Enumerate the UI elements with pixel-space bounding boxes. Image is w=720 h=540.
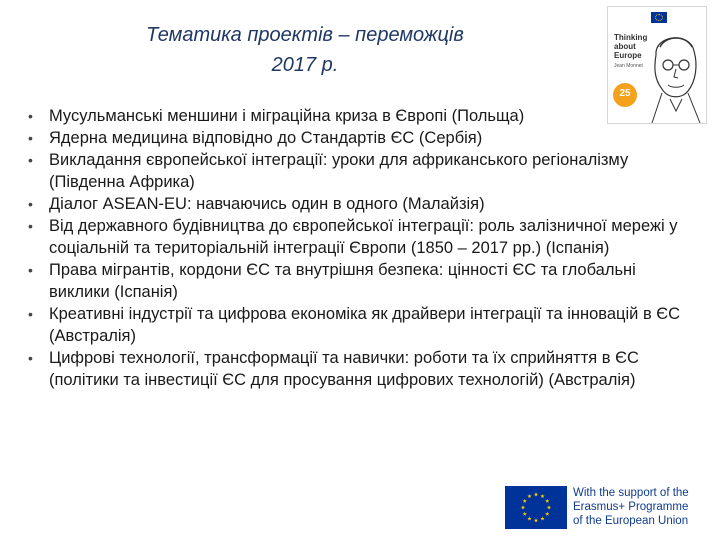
list-item [28,105,698,127]
list-item [28,303,698,347]
list-item [28,259,698,303]
erasmus-text-line-2: Erasmus+ Programme [573,501,689,513]
poster-subtitle: Jean Monnet [614,63,643,69]
bullet-icon: • [28,262,33,278]
poster-title: Thinking about Europe [614,33,648,60]
poster-anniversary-badge: 25 [613,83,637,107]
bullet-icon: • [28,218,33,234]
slide-title-line-2: 2017 р. [271,54,339,76]
list-item-text: Викладання європейської інтеграції: уроки для африканського регіоналізму (Південна Африка) [49,151,629,191]
list-item [28,193,698,215]
poster-eu-flag-icon [651,12,667,23]
slide-title-line-1: Тематика проектів – переможців [146,24,464,46]
bullet-icon: • [28,108,33,124]
bullet-icon: • [28,130,33,146]
list-item [28,149,698,193]
project-topics-list [28,105,698,391]
erasmus-support-text [573,486,713,528]
list-item-text: Права мігрантів, кордони ЄС та внутрішня безпека: цінності ЄС та глобальні виклики (Іспанія) [49,261,636,301]
eu-flag-icon [505,486,567,529]
list-item-text: Ядерна медицина відповідно до Стандартів ЄС (Сербія) [49,129,483,147]
list-item [28,127,698,149]
bullet-icon: • [28,306,33,322]
bullet-icon: • [28,350,33,366]
bullet-icon: • [28,196,33,212]
list-item-text: Від державного будівництва до європейської інтеграції: роль залізничної мережі у соціальній та територіальній інтеграції Європи (1850 – 2017 рр.) (Іспанія) [49,217,678,257]
erasmus-text-line-1: With the support of the [573,487,689,499]
erasmus-text-line-3: of the European Union [573,515,689,527]
list-item-text: Креативні індустрії та цифрова економіка як драйвери інтеграції та інновацій в ЄС (Австралія) [49,305,681,345]
list-item-text: Цифрові технології, трансформації та навички: роботи та їх сприйняття в ЄС (політики та інвестиції ЄС для просування цифрових технологій) (Австралія) [49,349,639,389]
list-item-text: Діалог ASEAN-EU: навчаючись один в одного (Малайзія) [49,195,485,213]
bullet-icon: • [28,152,33,168]
list-item-text: Мусульманські меншини і міграційна криза в Європі (Польща) [49,107,525,125]
erasmus-logo [505,486,710,530]
slide-title [90,20,520,80]
list-item [28,215,698,259]
list-item [28,347,698,391]
